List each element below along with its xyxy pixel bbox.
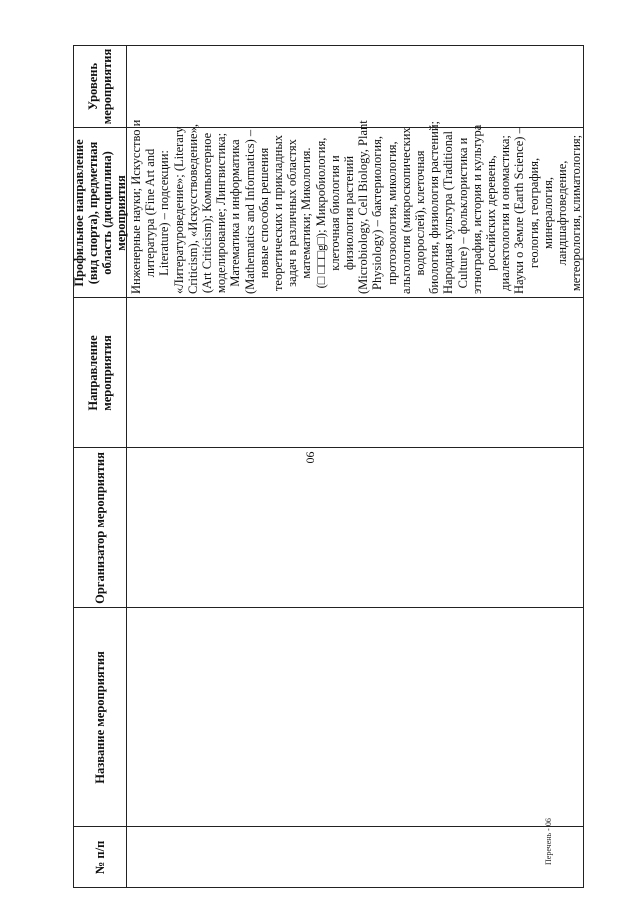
- profile-line: (Mathematics and Informatics) –: [242, 129, 257, 294]
- profile-line: минералогия,: [540, 177, 555, 249]
- profile-line: альгология (микроскопических: [398, 127, 413, 294]
- cell-organizer: [126, 448, 584, 608]
- cell-event-name: [126, 608, 584, 827]
- profile-line: задач в различных областях: [285, 139, 300, 287]
- profile-line: моделирование; Лингвистика;: [214, 132, 229, 294]
- profile-line: ландшафтоведение,: [555, 160, 570, 266]
- profile-line: Инженерные науки; Искусство и: [129, 119, 143, 294]
- profile-line: теоретических и прикладных: [271, 134, 286, 292]
- profile-line: этнография, история и культура: [469, 124, 484, 294]
- profile-line: биология, физиология растений;: [427, 120, 442, 294]
- profile-line: (Microbiology, Cell Biology, Plant: [356, 120, 371, 294]
- profile-line: Науки о Земле (Earth Science) –: [512, 127, 527, 294]
- profile-line: Literature) – подсекции:: [157, 150, 172, 276]
- profile-line: метеорология, климатология;: [569, 134, 584, 292]
- cell-level: [126, 45, 584, 128]
- profile-line: российских деревень,: [484, 155, 499, 271]
- header-number: № п/п: [92, 840, 107, 875]
- page-footer: Перечень - 06: [544, 818, 553, 865]
- header-profile: Профильное направление (вид спорта), предметная область (дисциплина) мероприятия: [71, 139, 128, 287]
- profile-line: Народная культура (Traditional: [441, 131, 456, 294]
- page-number: 90: [303, 451, 318, 464]
- profile-line: физиология растений: [342, 155, 357, 271]
- events-table: [73, 45, 584, 888]
- profile-line: литература (Fine Art and: [143, 148, 158, 278]
- profile-line: Culture) – фольклористика и: [455, 137, 470, 289]
- profile-line: Physiology) – бактериология,: [370, 136, 385, 290]
- profile-line: (Art Criticism); Компьютерное: [200, 132, 215, 294]
- profile-line: Математика и информатика: [228, 139, 243, 287]
- profile-line: Criticism), «Искусствоведение»,: [185, 124, 200, 294]
- profile-line: математики; Микология.: [299, 147, 314, 279]
- profile-line: диалектология и ономастика;: [498, 135, 513, 291]
- profile-line: геология, география,: [526, 157, 541, 269]
- profile-line: клеточная биология и: [327, 155, 342, 271]
- profile-line: «Литературоведение»; (Literary: [171, 126, 186, 294]
- header-direction: Направление мероприятия: [85, 335, 114, 411]
- cell-number: [126, 827, 584, 888]
- cell-direction: [126, 298, 584, 448]
- header-event-name: Название мероприятия: [92, 651, 107, 784]
- header-level: Уровень мероприятия: [85, 48, 114, 125]
- cell-profile: [126, 119, 584, 298]
- profile-line: водорослей), клеточная: [413, 150, 428, 276]
- profile-line: (□ □□□g□); Микробиология,: [313, 137, 328, 289]
- profile-line: протозоология, микология,: [384, 141, 399, 285]
- header-organizer: Организатор мероприятия: [92, 452, 107, 604]
- profile-line: новые способы решения: [256, 147, 271, 279]
